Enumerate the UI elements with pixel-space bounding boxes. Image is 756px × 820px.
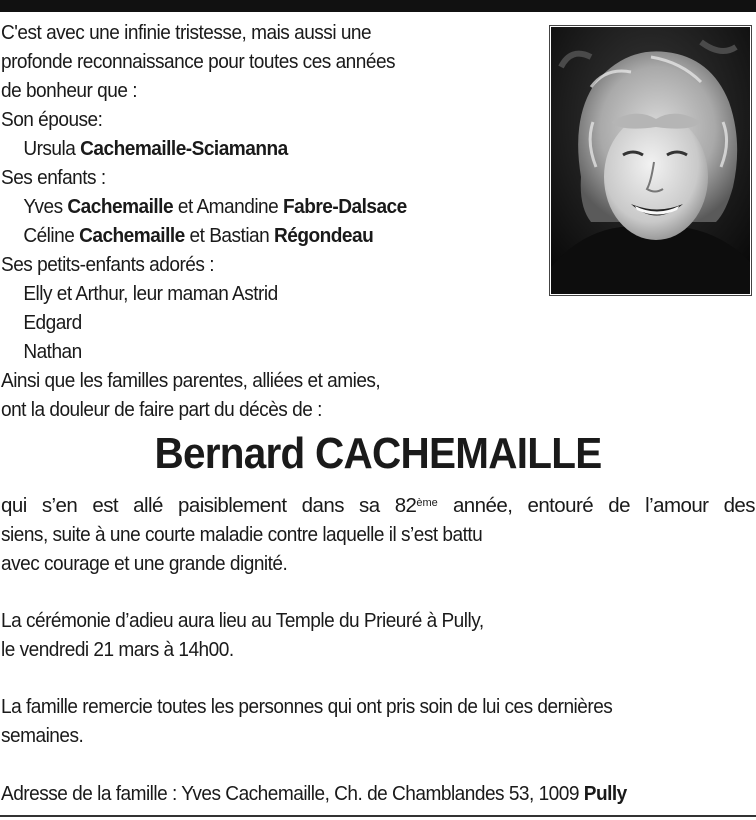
passing-line-1 [1, 491, 755, 520]
portrait-image [551, 27, 750, 294]
address-city: Pully [583, 782, 627, 805]
child-1 [1, 192, 503, 221]
family-announcement [1, 18, 503, 424]
children-heading: Ses enfants : [1, 166, 106, 189]
intro-line-1: C'est avec une infinie tristesse, mais aussi une [1, 21, 372, 44]
child-2-partner-connector: et Bastian [189, 224, 270, 247]
thanks-paragraph [1, 692, 755, 750]
spouse-name [1, 134, 503, 163]
ceremony-paragraph [1, 606, 755, 664]
child-2-last-name: Cachemaille [79, 224, 185, 247]
passing-line-2: siens, suite à une courte maladie contre laquelle il s’est battu [1, 523, 483, 546]
portrait-photo [549, 25, 752, 296]
passing-paragraph [1, 491, 755, 578]
passing-line-1-start: qui s’en est allé paisiblement dans sa 82 [1, 494, 417, 517]
grandchild-3: Nathan [23, 340, 82, 363]
ceremony-line-1: La cérémonie d’adieu aura lieu au Temple du Prieuré à Pully, [1, 609, 484, 632]
intro-line-2: profonde reconnaissance pour toutes ces années [1, 50, 396, 73]
grandchild-1: Elly et Arthur, leur maman Astrid [23, 282, 278, 305]
families-line-1: Ainsi que les familles parentes, alliées et amies, [1, 369, 381, 392]
child-2-first-name: Céline [23, 224, 75, 247]
address-text: Adresse de la famille : Yves Cachemaille, Ch. de Chamblandes 53, 1009 [1, 782, 579, 805]
spouse-first-name: Ursula [23, 137, 76, 160]
child-1-partner-last-name: Fabre-Dalsace [283, 195, 407, 218]
thanks-line-1: La famille remercie toutes les personnes qui ont pris soin de lui ces dernières [1, 695, 613, 718]
child-1-partner-connector: et Amandine [177, 195, 279, 218]
child-1-last-name: Cachemaille [67, 195, 174, 218]
family-address [1, 779, 755, 808]
ordinal-suffix: ème [416, 497, 438, 509]
passing-line-3: avec courage et une grande dignité. [1, 552, 288, 575]
intro-line-3: de bonheur que : [1, 79, 137, 102]
top-rule [0, 0, 756, 12]
bottom-rule [0, 815, 756, 817]
passing-line-1-end: année, entouré de l’amour des [452, 494, 755, 517]
grandchild-2: Edgard [23, 311, 82, 334]
grandchildren-heading: Ses petits-enfants adorés : [1, 253, 214, 276]
deceased-name: Bernard CACHEMAILLE [154, 429, 602, 478]
families-line-2: ont la douleur de faire part du décès de : [1, 398, 322, 421]
child-2-partner-last-name: Régondeau [274, 224, 374, 247]
thanks-line-2: semaines. [1, 724, 84, 747]
spouse-last-name: Cachemaille-Sciamanna [80, 137, 288, 160]
ceremony-line-2: le vendredi 21 mars à 14h00. [1, 638, 234, 661]
spouse-heading: Son épouse: [1, 108, 103, 131]
child-1-first-name: Yves [23, 195, 63, 218]
child-2 [1, 221, 503, 250]
